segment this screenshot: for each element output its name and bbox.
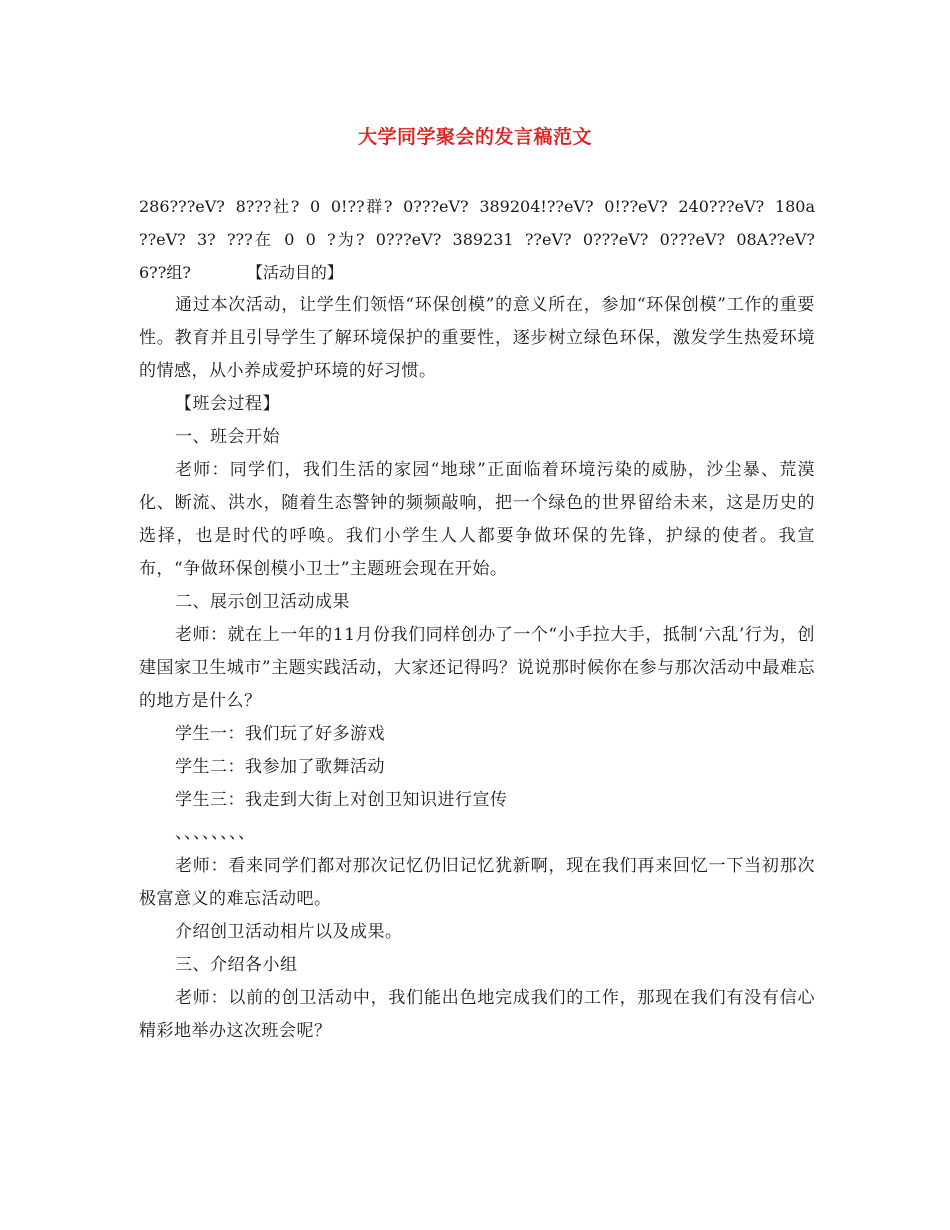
part2-paragraph: 老师：就在上一年的11月份我们同样创办了一个“小手拉大手，抵制‘六乱’行为，创建国家卫生城市”主题实践活动，大家还记得吗？说说那时候你在参与那次活动中最难忘的地方是什么？ — [139, 625, 815, 711]
part2-heading: 二、展示创卫活动成果 — [175, 592, 350, 612]
part3-paragraph: 老师：以前的创卫活动中，我们能出色地完成我们的工作，那现在我们有没有信心精彩地举办这次班会呢？ — [139, 988, 815, 1041]
teacher-reply-paragraph: 老师：看来同学们都对那次记忆仍旧记忆犹新啊，现在我们再来回忆一下当初那次极富意义的难忘活动吧。 — [139, 856, 815, 909]
intro-photos-line: 介绍创卫活动相片以及成果。 — [175, 922, 403, 942]
ellipsis-line: 、、、、、、、、 — [175, 823, 256, 843]
document-body — [139, 190, 815, 1048]
garbled-characters: 286???eV? 8???社? 0 0!??群? 0???eV? 389204!??eV? 0!??eV? 240???eV? 180a ??eV? 3? ???在 0 0 ?为? 0???eV? 389231 ??eV? 0???eV? 0???eV? 08A??eV? 6??组? — [139, 197, 815, 282]
part1-heading: 一、班会开始 — [175, 427, 280, 447]
part1-paragraph: 老师：同学们，我们生活的家园“地球”正面临着环境污染的威胁，沙尘暴、荒漠化、断流、洪水，随着生态警钟的频频敲响，把一个绿色的世界留给未来，这是历史的选择，也是时代的呼唤。我们小学生人人都要争做环保的先锋，护绿的使者。我宣布，“争做环保创模小卫士”主题班会现在开始。 — [139, 460, 815, 579]
student3-line: 学生三：我走到大街上对创卫知识进行宣传 — [175, 790, 508, 810]
activity-goal-heading: 【活动目的】 — [246, 263, 343, 282]
student1-line: 学生一：我们玩了好多游戏 — [175, 724, 385, 744]
part3-heading: 三、介绍各小组 — [175, 955, 298, 975]
activity-goal-paragraph: 通过本次活动，让学生们领悟“环保创模”的意义所在，参加“环保创模”工作的重要性。教育并且引导学生了解环境保护的重要性，逐步树立绿色环保，激发学生热爱环境的情感，从小养成爱护环境的好习惯。 — [139, 295, 815, 381]
document-title: 大学同学聚会的发言稿范文 — [357, 126, 592, 148]
student2-line: 学生二：我参加了歌舞活动 — [175, 757, 385, 777]
garbled-header-text — [139, 190, 815, 289]
class-process-heading: 【班会过程】 — [175, 394, 280, 414]
